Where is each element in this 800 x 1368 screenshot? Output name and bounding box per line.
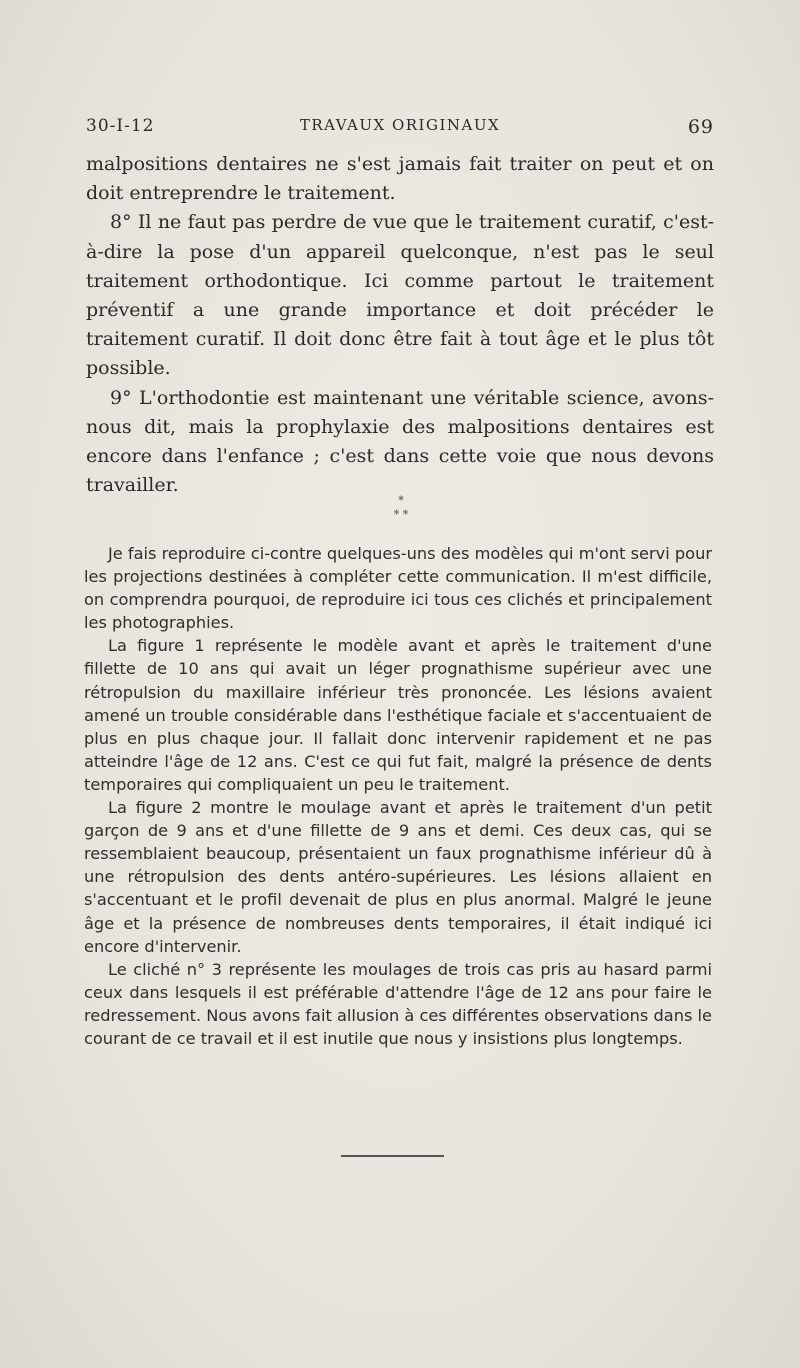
closing-rule (341, 1155, 444, 1157)
paragraph-point-9: 9° L'orthodontie est maintenant une véritable science, avons-nous dit, mais la prophylaxie des malpositions dentaires est encore dans l'enfance ; c'est dans cette voie que nous devons travailler. (86, 386, 714, 497)
page-number: 69 (687, 116, 714, 138)
figure-notes (84, 542, 712, 1050)
notes-figure-3: Le cliché n° 3 représente les moulages de trois cas pris au hasard parmi ceux dans lesquels il est préférable d'attendre l'âge de 12 ans pour faire le redressement. Nous avons fait allusion à ces différentes observations dans le courant de ce travail et il est inutile que nous y insistions plus longtemps. (84, 959, 712, 1048)
asterism-bottom: * * (393, 508, 409, 521)
notes-figure-2: La figure 2 montre le moulage avant et après le traitement d'un petit garçon de 9 ans et d'une fillette de 9 ans et demi. Ces deux cas, qui se ressemblaient beaucoup, présentaient un faux prognathisme inférieur dû à une rétropulsion des dents antéro-supérieures. Les lésions allaient en s'accentuant et le profil devenait de plus en plus anormal. Malgré le jeune âge et la présence de nombreuses dents temporaires, il était indiqué ici encore d'intervenir. (84, 798, 712, 956)
notes-figure-1: La figure 1 représente le modèle avant et après le traitement d'une fillette de 10 ans qui avait un léger prognathisme supérieur avec une rétropulsion du maxillaire inférieur très prononcée. Les lésions avaient amené un trouble considérable dans l'esthétique faciale et s'accentuaient de plus en plus chaque jour. Il fallait donc intervenir rapidement et ne pas atteindre l'âge de 12 ans. C'est ce qui fut fait, malgré la présence de dents temporaires qui compliquaient un peu le traitement. (84, 636, 712, 794)
paragraph-continued: malpositions dentaires ne s'est jamais fait traiter on peut et on doit entreprendre le traitement. (86, 153, 714, 205)
main-text (86, 150, 714, 500)
notes-intro: Je fais reproduire ci-contre quelques-uns des modèles qui m'ont servi pour les projections destinées à compléter cette communication. Il m'est difficile, on comprendra pourquoi, de reproduire ici tous ces clichés et principalement les photographies. (84, 544, 712, 633)
paragraph-point-8: 8° Il ne faut pas perdre de vue que le traitement curatif, c'est-à-dire la pose d'un appareil quelconque, n'est pas le seul traitement orthodontique. Ici comme partout le traitement préventif a une grande importance et doit précéder le traitement curatif. Il doit donc être fait à tout âge et le plus tôt possible. (86, 211, 714, 380)
header-date: 30-I-12 (86, 116, 155, 136)
asterism-separator (376, 494, 426, 530)
running-header (86, 116, 714, 146)
asterism-top: * (398, 494, 404, 507)
header-section-title: TRAVAUX ORIGINAUX (299, 116, 501, 134)
